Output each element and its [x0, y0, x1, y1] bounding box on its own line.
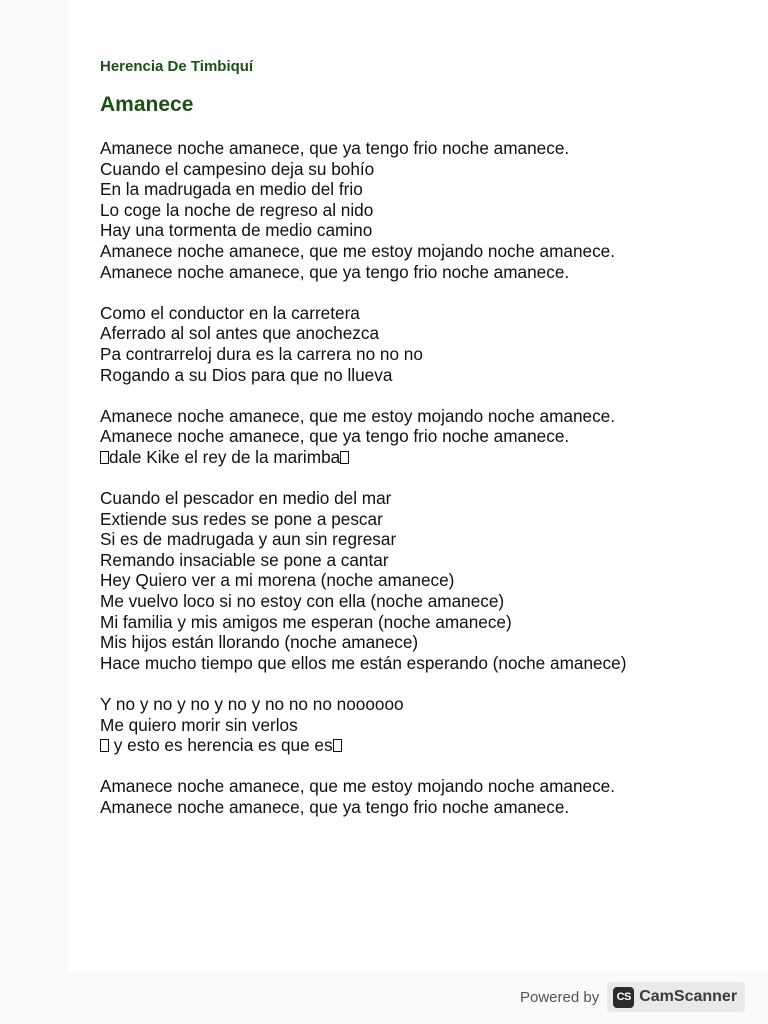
lyric-line	[100, 262, 760, 283]
lyrics-stanza	[100, 138, 760, 282]
lyric-line	[100, 797, 760, 818]
lyric-text: Amanece noche amanece, que me estoy mojando noche amanece.	[100, 776, 615, 797]
lyric-text: Y no y no y no y no y no no no noooooo	[100, 694, 404, 715]
lyrics-body	[100, 138, 760, 838]
lyric-text: En la madrugada en medio del frio	[100, 179, 363, 200]
lyric-line	[100, 776, 760, 797]
lyric-line	[100, 715, 760, 736]
camscanner-watermark	[520, 982, 745, 1012]
lyric-line	[100, 591, 760, 612]
lyric-text: Mis hijos están llorando (noche amanece)	[100, 632, 419, 653]
lyric-text: Hey Quiero ver a mi morena (noche amanece)	[100, 570, 455, 591]
lyric-text: Amanece noche amanece, que ya tengo frio noche amanece.	[100, 138, 570, 158]
camscanner-badge	[607, 982, 745, 1012]
lyric-line	[100, 344, 760, 365]
lyric-line	[100, 550, 760, 571]
missing-glyph-icon	[100, 739, 109, 752]
lyric-text: Si es de madrugada y aun sin regresar	[100, 529, 397, 550]
lyric-text: Me vuelvo loco si no estoy con ella (noche amanece)	[100, 591, 505, 612]
lyric-line	[100, 570, 760, 591]
lyrics-stanza	[100, 488, 760, 673]
lyric-text: Amanece noche amanece, que ya tengo frio noche amanece.	[100, 426, 570, 447]
lyrics-stanza	[100, 406, 760, 468]
lyric-line	[100, 426, 760, 447]
lyrics-stanza	[100, 303, 760, 385]
lyric-line	[100, 303, 760, 324]
lyric-text: dale Kike el rey de la marimba	[109, 446, 341, 467]
missing-glyph-icon	[100, 451, 109, 464]
lyric-line	[100, 694, 760, 715]
lyric-text: Hace mucho tiempo que ellos me están esperando (noche amanece)	[100, 652, 627, 673]
lyric-line	[100, 241, 760, 262]
lyric-text: Amanece noche amanece, que ya tengo frio noche amanece.	[100, 797, 570, 817]
lyric-line	[100, 220, 760, 241]
lyric-text: Me quiero morir sin verlos	[100, 714, 298, 735]
lyric-text: Aferrado al sol antes que anochezca	[100, 323, 380, 344]
lyric-line	[100, 138, 760, 159]
lyric-line	[100, 632, 760, 653]
artist-name: Herencia De Timbiquí	[100, 58, 254, 75]
lyrics-stanza	[100, 694, 760, 756]
missing-glyph-icon	[333, 739, 342, 752]
lyric-line	[100, 612, 760, 633]
lyric-line	[100, 406, 760, 427]
lyric-text: Amanece noche amanece, que ya tengo frio noche amanece.	[100, 261, 570, 282]
lyric-line	[100, 365, 760, 386]
lyric-text: Remando insaciable se pone a cantar	[100, 549, 389, 570]
powered-by-label: Powered by	[520, 988, 600, 1006]
lyric-text: Pa contrarreloj dura es la carrera no no no	[100, 343, 423, 364]
lyric-line	[100, 159, 760, 180]
lyric-text: Lo coge la noche de regreso al nido	[100, 199, 374, 220]
lyric-line	[100, 488, 760, 509]
lyric-text: Cuando el campesino deja su bohío	[100, 158, 375, 179]
lyric-text: Amanece noche amanece, que me estoy mojando noche amanece.	[100, 240, 615, 261]
lyric-text: Hay una tormenta de medio camino	[100, 220, 373, 241]
missing-glyph-icon	[340, 451, 349, 464]
lyric-line	[100, 323, 760, 344]
lyric-text: y esto es herencia es que es	[109, 735, 333, 756]
lyric-text: Amanece noche amanece, que me estoy mojando noche amanece.	[100, 405, 615, 426]
lyric-line	[100, 735, 760, 756]
lyric-line	[100, 200, 760, 221]
lyric-line	[100, 447, 760, 468]
lyric-text: Rogando a su Dios para que no llueva	[100, 364, 393, 385]
lyric-text: Extiende sus redes se pone a pescar	[100, 508, 383, 529]
song-title: Amanece	[100, 93, 194, 116]
lyric-line	[100, 529, 760, 550]
lyrics-stanza	[100, 776, 760, 817]
camscanner-logo-icon: CS	[613, 987, 634, 1008]
lyric-text: Cuando el pescador en medio del mar	[100, 488, 392, 509]
lyric-line	[100, 653, 760, 674]
lyric-line	[100, 179, 760, 200]
lyric-line	[100, 509, 760, 530]
camscanner-brand-name: CamScanner	[639, 988, 738, 1005]
lyric-text: Mi familia y mis amigos me esperan (noche amanece)	[100, 611, 512, 632]
lyric-text: Como el conductor en la carretera	[100, 302, 360, 323]
